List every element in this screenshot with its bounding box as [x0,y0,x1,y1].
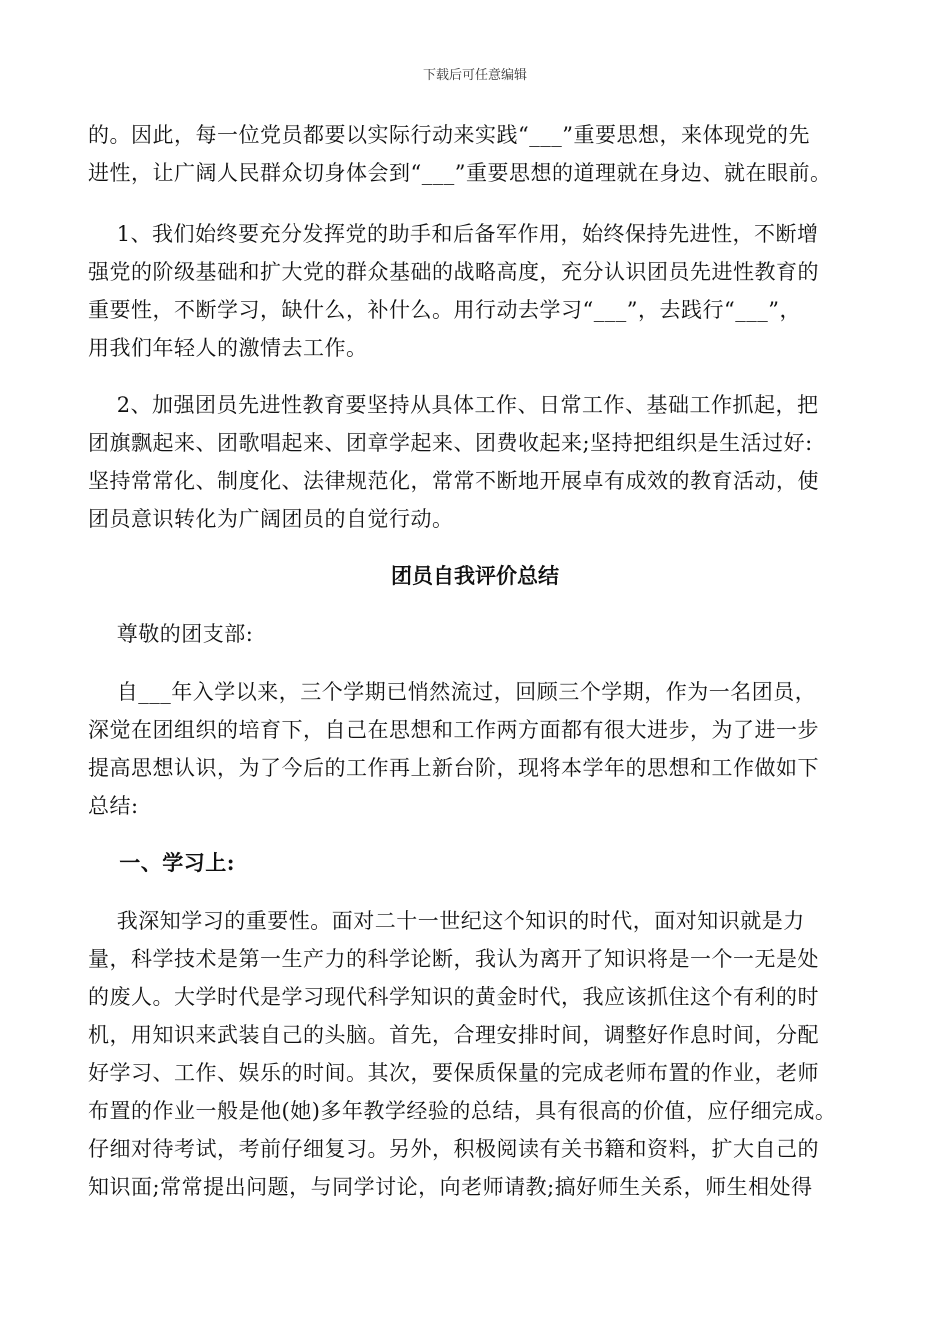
paragraph-line: 团员意识转化为广阔团员的自觉行动。 [88,507,454,531]
paragraph-line: 布置的作业一般是他(她)多年教学经验的总结，具有很高的价值，应仔细完成。 [88,1099,837,1123]
paragraph-line: 1、我们始终要充分发挥党的助手和后备军作用，始终保持先进性，不断增 [88,222,819,246]
paragraph-line: 的。因此，每一位党员都要以实际行动来实践“___”重要思想，来体现党的先 [88,123,810,147]
paragraph-line: 自___年入学以来，三个学期已悄然流过，回顾三个学期，作为一名团员， [88,680,817,704]
paragraph-line: 机，用知识来武装自己的头脑。首先，合理安排时间，调整好作息时间，分配 [88,1023,819,1047]
paragraph-line: 团旗飘起来、团歌唱起来、团章学起来、团费收起来;坚持把组织是生活过好: [88,431,813,455]
paragraph-line: 知识面;常常提出问题，与同学讨论，向老师请教;搞好师生关系，师生相处得 [88,1175,813,1199]
paragraph-line: 量，科学技术是第一生产力的科学论断，我认为离开了知识将是一个一无是处 [88,947,819,971]
paragraph-line: 的废人。大学时代是学习现代科学知识的黄金时代，我应该抓住这个有利的时 [88,985,819,1009]
paragraph-line: 仔细对待考试，考前仔细复习。另外，积极阅读有关书籍和资料，扩大自己的 [88,1137,819,1161]
paragraph-line: 提高思想认识，为了今后的工作再上新台阶，现将本学年的思想和工作做如下 [88,756,819,780]
paragraph-line: 坚持常常化、制度化、法律规范化，常常不断地开展卓有成效的教育活动，使 [88,469,819,493]
paragraph-line: 我深知学习的重要性。面对二十一世纪这个知识的时代，面对知识就是力 [88,909,805,933]
paragraph-line: 进性，让广阔人民群众切身体会到“___”重要思想的道理就在身边、就在眼前。 [88,161,832,185]
paragraph-line: 用我们年轻人的激情去工作。 [88,336,368,360]
paragraph-line: 2、加强团员先进性教育要坚持从具体工作、日常工作、基础工作抓起，把 [88,393,819,417]
paragraph-line: 强党的阶级基础和扩大党的群众基础的战略高度，充分认识团员先进性教育的 [88,260,819,284]
paragraph-line: 深觉在团组织的培育下，自己在思想和工作两方面都有很大进步，为了进一步 [88,718,819,742]
paragraph-line: 总结: [88,794,139,818]
greeting: 尊敬的团支部: [88,622,254,646]
document-title: 团员自我评价总结 [391,563,559,588]
section-heading: 一、学习上: [88,850,235,875]
page-header: 下载后可任意编辑 [422,68,527,83]
paragraph-line: 重要性，不断学习，缺什么，补什么。用行动去学习“___”，去践行“___”， [88,298,801,322]
paragraph-line: 好学习、工作、娱乐的时间。其次，要保质保量的完成老师布置的作业，老师 [88,1061,819,1085]
